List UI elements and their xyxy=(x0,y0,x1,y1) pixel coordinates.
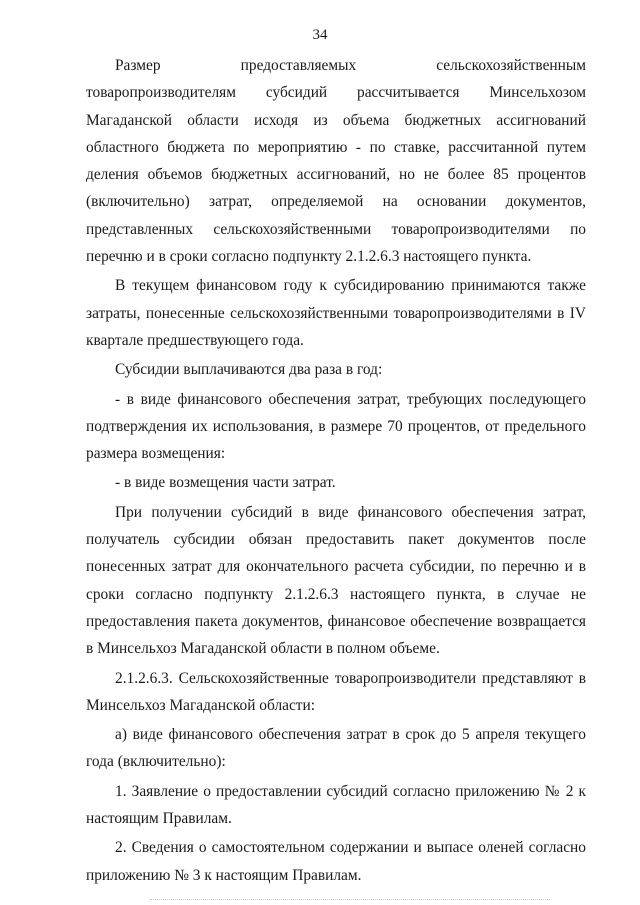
scan-artifact-line xyxy=(150,899,550,900)
paragraph-recipient-obligations: При получении субсидий в виде финансового обеспечения затрат, получатель субсидии обязан предоставить пакет документов после понесенных затрат для окончательного расчета субсидии, по перечню и в сроки согласно подпункту 2.1.2.6.3 настоящего пункта, в случае не предоставления пакета документов, финансовое обеспечение возвращается в Минсельхоз Магаданской области в полном объеме. xyxy=(86,503,586,658)
list-item-financial-support: - в виде финансового обеспечения затрат, требующих последующего подтверждения их использования, в размере 70 процентов, от предельного размера возмещения: xyxy=(86,390,586,463)
paragraph-payment-frequency: Субсидии выплачиваются два раза в год: xyxy=(115,361,383,379)
paragraph-subitem-a: а) виде финансового обеспечения затрат в срок до 5 апреля текущего года (включительно): xyxy=(86,726,586,771)
list-item-reindeer-info: 2. Сведения о самостоятельном содержании и выпасе оленей согласно приложению № 3 к настоящим Правилам. xyxy=(86,839,586,884)
paragraph-subsidy-calculation: Размер предоставляемых сельскохозяйственным товаропроизводителям субсидий рассчитывается Минсельхозом Магаданской области исходя из объема бюджетных ассигнований областного бюджета по мероприятию - по ставке, рассчитанной путем деления объемов бюджетных ассигнований, но не более 85 процентов (включительно) затрат, определяемой на основании документов, представленных сельскохозяйственными товаропроизводителями по перечню и в сроки согласно подпункту 2.1.2.6.3 настоящего пункта. xyxy=(86,57,586,266)
list-item-application: 1. Заявление о предоставлении субсидий согласно приложению № 2 к настоящим Правилам. xyxy=(86,782,586,828)
page-number: 34 xyxy=(312,27,328,43)
paragraph-previous-year-costs: В текущем финансовом году к субсидированию принимаются также затраты, понесенные сельскохозяйственными товаропроизводителями в IV квартале предшествующего года. xyxy=(86,277,586,349)
paragraph-section-2-1-2-6-3: 2.1.2.6.3. Сельскохозяйственные товаропроизводители представляют в Минсельхоз Магаданской области: xyxy=(86,669,586,714)
document-body xyxy=(86,52,586,891)
list-item-partial-reimbursement: - в виде возмещения части затрат. xyxy=(115,474,336,492)
